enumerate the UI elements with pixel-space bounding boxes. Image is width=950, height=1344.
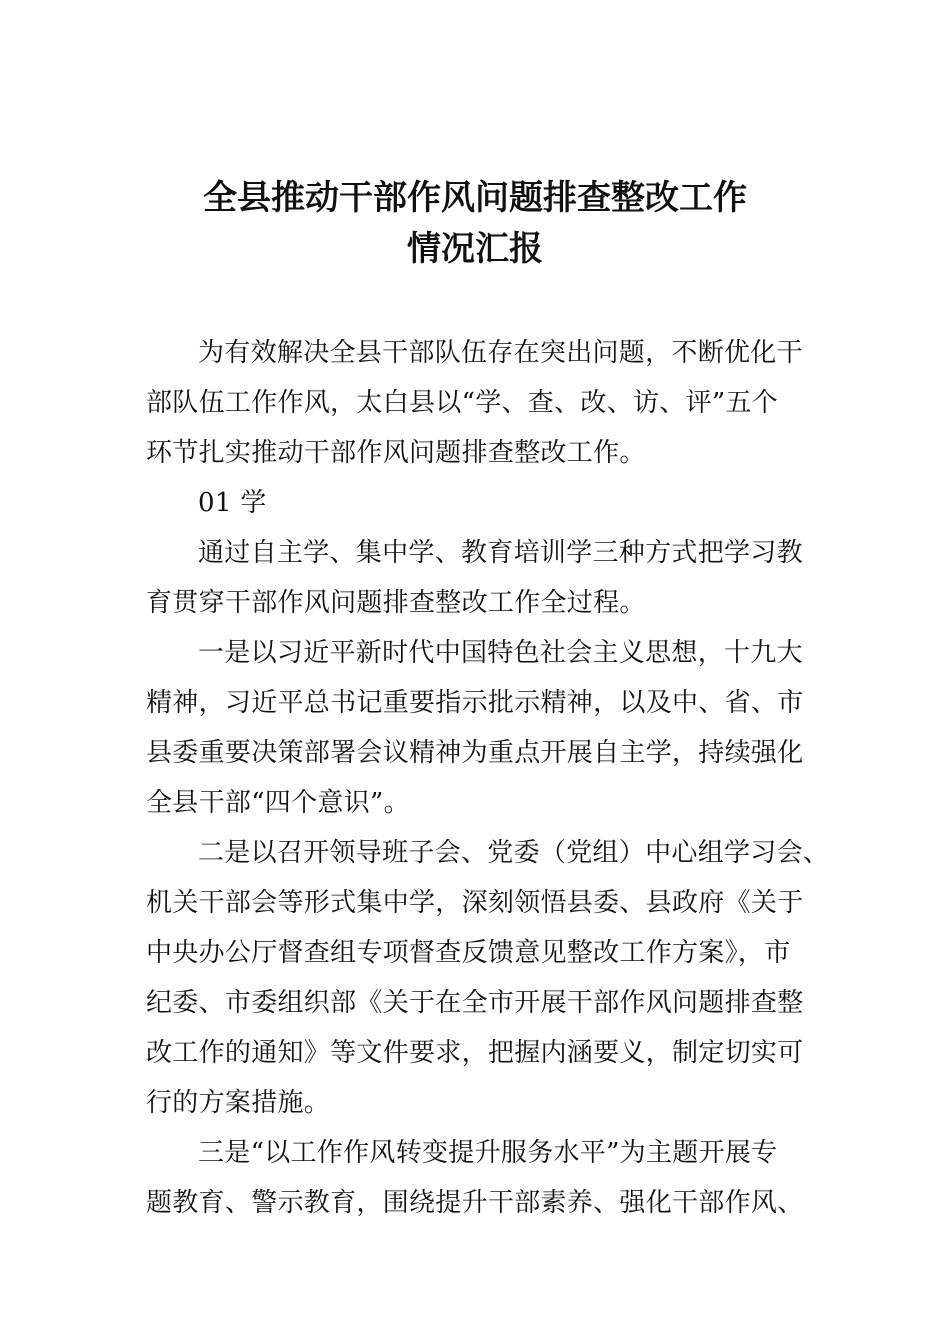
text-line: 县委重要决策部署会议精神为重点开展自主学，持续强化 (146, 738, 804, 768)
text-line: 三是“以工作作风转变提升服务水平”为主题开展专 (198, 1138, 778, 1168)
text-line: 通过自主学、集中学、教育培训学三种方式把学习教 (198, 538, 803, 568)
text-line: 精神，习近平总书记重要指示批示精神，以及中、省、市 (146, 688, 804, 718)
text-line: 中央办公厅督查组专项督查反馈意见整改工作方案》，市 (146, 938, 791, 968)
text-line: 为有效解决全县干部队伍存在突出问题，不断优化干 (198, 338, 803, 368)
paragraph (146, 528, 826, 628)
document-title-line-2: 情况汇报 (407, 229, 543, 269)
document-body (146, 328, 830, 1228)
paragraph (146, 328, 826, 478)
paragraph (146, 628, 826, 828)
text-line: 行的方案措施。 (146, 1088, 331, 1118)
text-line: 纪委、市委组织部《关于在全市开展干部作风问题排查整 (146, 988, 804, 1018)
text-line: 机关干部会等形式集中学，深刻领悟县委、县政府《关于 (146, 888, 804, 918)
paragraph (146, 1128, 826, 1228)
text-line: 01 学 (198, 488, 267, 518)
text-line: 改工作的通知》等文件要求，把握内涵要义，制定切实可 (146, 1038, 804, 1068)
paragraph (146, 828, 830, 1128)
text-line: 全县干部“四个意识”。 (146, 788, 410, 818)
section-heading (146, 478, 826, 528)
text-line: 一是以习近平新时代中国特色社会主义思想，十九大 (198, 638, 803, 668)
document-title-line-1: 全县推动干部作风问题排查整改工作 (203, 178, 747, 218)
text-line: 题教育、警示教育，围绕提升干部素养、强化干部作风、 (146, 1188, 804, 1218)
text-line: 育贯穿干部作风问题排查整改工作全过程。 (146, 588, 646, 618)
text-line: 二是以召开领导班子会、党委（党组）中心组学习会、 (198, 838, 830, 868)
text-line: 部队伍工作作风，太白县以“学、查、改、访、评”五个 (146, 388, 779, 418)
text-line: 环节扎实推动干部作风问题排查整改工作。 (146, 438, 646, 468)
